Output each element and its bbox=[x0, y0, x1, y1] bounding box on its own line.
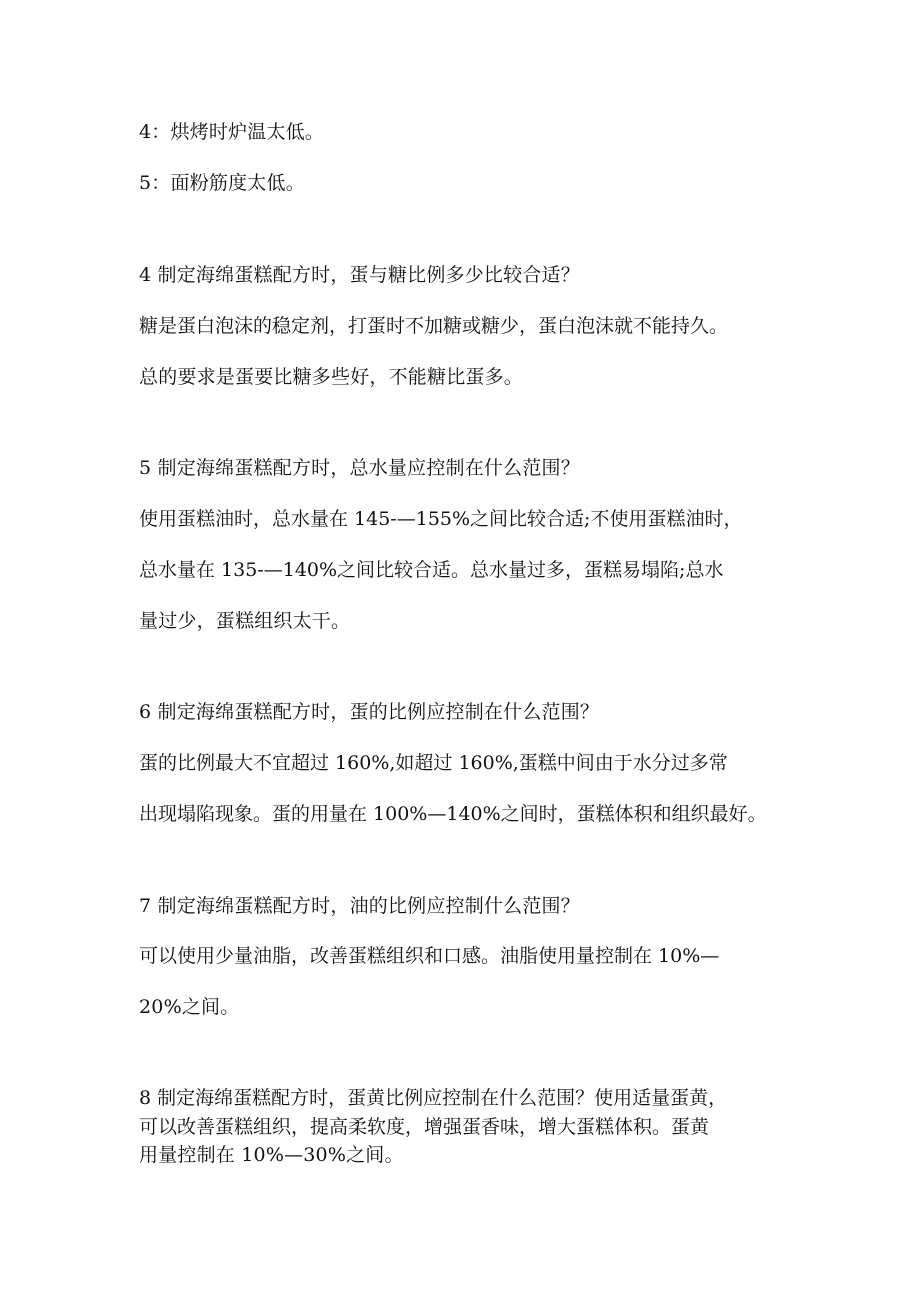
question-8-line-3: 用量控制在 10%—30%之间。 bbox=[139, 1144, 404, 1166]
cause-5-line: 5：面粉筋度太低。 bbox=[139, 172, 305, 194]
question-4-heading: 4 制定海绵蛋糕配方时，蛋与糖比例多少比较合适？ bbox=[139, 264, 580, 286]
answer-6-line-2: 出现塌陷现象。蛋的用量在 100%—140%之间时，蛋糕体积和组织最好。 bbox=[139, 803, 767, 825]
answer-5-line-3: 量过少，蛋糕组织太干。 bbox=[139, 610, 351, 632]
question-6-heading: 6 制定海绵蛋糕配方时，蛋的比例应控制在什么范围？ bbox=[139, 701, 600, 723]
question-7-heading: 7 制定海绵蛋糕配方时，油的比例应控制什么范围？ bbox=[139, 895, 580, 917]
question-8-line-2: 可以改善蛋糕组织，提高柔软度，增强蛋香味，增大蛋糕体积。蛋黄 bbox=[139, 1116, 710, 1138]
answer-5-line-2: 总水量在 135-—140%之间比较合适。总水量过多，蛋糕易塌陷;总水 bbox=[139, 559, 724, 581]
answer-7-line-2: 20%之间。 bbox=[139, 996, 240, 1018]
answer-7-line-1: 可以使用少量油脂，改善蛋糕组织和口感。油脂使用量控制在 10%— bbox=[139, 945, 720, 967]
cause-4-line: 4：烘烤时炉温太低。 bbox=[139, 121, 325, 143]
question-8-line-1: 8 制定海绵蛋糕配方时，蛋黄比例应控制在什么范围？使用适量蛋黄， bbox=[139, 1087, 728, 1109]
answer-6-line-1: 蛋的比例最大不宜超过 160%,如超过 160%,蛋糕中间由于水分过多常 bbox=[139, 752, 728, 774]
answer-5-line-1: 使用蛋糕油时，总水量在 145-—155%之间比较合适;不使用蛋糕油时， bbox=[139, 508, 743, 530]
answer-4-line-1: 糖是蛋白泡沫的稳定剂，打蛋时不加糖或糖少，蛋白泡沫就不能持久。 bbox=[139, 315, 729, 337]
question-5-heading: 5 制定海绵蛋糕配方时，总水量应控制在什么范围？ bbox=[139, 457, 580, 479]
answer-4-line-2: 总的要求是蛋要比糖多些好，不能糖比蛋多。 bbox=[139, 366, 524, 388]
